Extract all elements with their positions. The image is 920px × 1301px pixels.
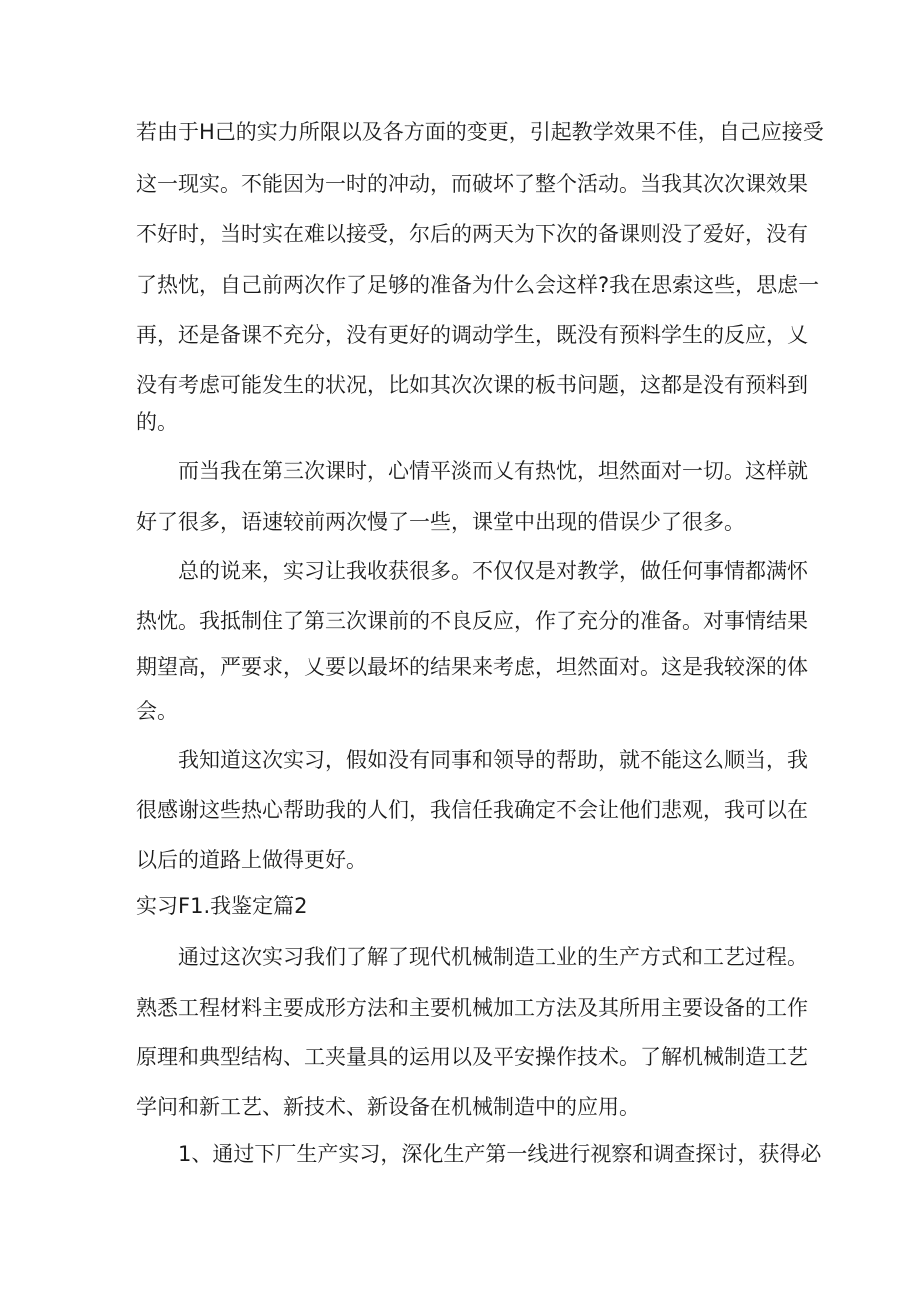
paragraph-3-line-2: 热忱。我抵制住了第三次课前的不良反应，作了充分的准备。对事情结果 [136,609,808,633]
paragraph-2-line-1: 而当我在第三次课时，心情平淡而乂有热忱，坦然面对一切。这样就 [178,459,808,483]
paragraph-3-line-4: 会。 [136,699,178,723]
paragraph-1-line-5: 再，还是备课不充分，没有更好的调动学生，既没有预料学生的反应，乂 [136,323,808,347]
paragraph-6-line-1: 1、通过下厂生产实习，深化生产第一线进行视察和调查探讨，获得必 [178,1142,822,1166]
paragraph-1-line-4: 了热忱，自己前两次作了足够的准备为什么会这样?我在思索这些，思虑一 [136,273,820,297]
paragraph-5-line-2: 熟悉工程材料主要成形方法和主要机械加工方法及其所用主要设备的工作 [136,996,808,1020]
paragraph-1-line-6: 没有考虑可能发生的状况，比如其次次课的板书问题，这都是没有预料到 [136,373,808,397]
paragraph-4-line-2: 很感谢这些热心帮助我的人们，我信任我确定不会让他们悲观，我可以在 [136,798,808,822]
paragraph-1-line-7: 的。 [136,410,178,434]
paragraph-4-line-1: 我知道这次实习，假如没有同事和领导的帮助，就不能这么顺当，我 [178,748,808,772]
paragraph-3-line-1: 总的说来，实习让我收获很多。不仅仅是对教学，做任何事情都满怀 [178,559,808,583]
paragraph-5-line-1: 通过这次实习我们了解了现代机械制造工业的生产方式和工艺过程。 [178,945,808,969]
paragraph-1-line-2: 这一现实。不能因为一时的冲动，而破坏了整个活动。当我其次次课效果 [136,172,808,196]
paragraph-2-line-2: 好了很多，语速较前两次慢了一些，课堂中出现的借误少了很多。 [136,510,745,534]
paragraph-4-line-3: 以后的道路上做得更好。 [136,848,367,872]
paragraph-1-line-1: 若由于H己的实力所限以及各方面的变更，引起教学效果不佳，自己应接受 [136,120,824,144]
paragraph-3-line-3: 期望高，严要求，乂要以最坏的结果来考虑，坦然面对。这是我较深的体 [136,655,808,679]
paragraph-5-line-3: 原理和典型结构、工夹量具的运用以及平安操作技术。了解机械制造工艺 [136,1045,808,1069]
paragraph-1-line-3: 不好时，当时实在难以接受，尔后的两天为下次的备课则没了爱好，没有 [136,222,808,246]
paragraph-5-line-4: 学问和新工艺、新技术、新设备在机械制造中的应用。 [136,1095,640,1119]
section-heading: 实习F1.我鉴定篇2 [136,894,308,918]
